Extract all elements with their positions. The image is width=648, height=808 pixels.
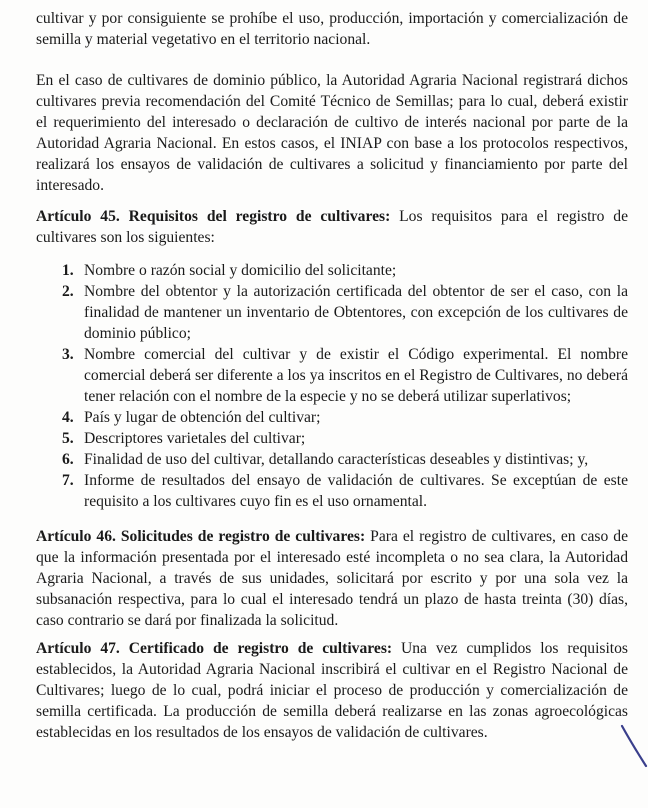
article-47-heading: Artículo 47. Certificado de registro de cultivares: xyxy=(36,640,393,657)
list-item xyxy=(62,281,628,344)
article-45 xyxy=(36,206,628,248)
article-45-text: Los requisitos para el registro de cultivares son los siguientes: xyxy=(36,208,628,246)
list-item-text: Nombre del obtentor y la autorización certificada del obtentor de ser el caso, con la finalidad de mantener un inventario de Obtentores, con excepción de los cultivares de dominio público; xyxy=(84,283,628,342)
list-item-number: 3. xyxy=(62,346,74,363)
list-item-text: Nombre o razón social y domicilio del solicitante; xyxy=(84,262,397,279)
list-item xyxy=(62,470,628,512)
list-item-text: Nombre comercial del cultivar y de existir el Código experimental. El nombre comercial deberá ser diferente a los ya inscritos en el Registro de Cultivares, no deberá tener relación con el nombre de la especie y no se deberá utilizar superlativos; xyxy=(84,346,628,405)
list-item-text: Descriptores varietales del cultivar; xyxy=(84,430,306,447)
list-item xyxy=(62,344,628,407)
article-46 xyxy=(36,526,628,631)
article-45-requirements-list xyxy=(62,260,628,512)
list-item-number: 6. xyxy=(62,451,74,468)
paragraph-intro-continuation xyxy=(36,8,628,50)
article-47-text: Una vez cumplidos los requisitos establecidos, la Autoridad Agraria Nacional inscribirá el cultivar en el Registro Nacional de Cultivares; luego de lo cual, podrá iniciar el proceso de producción y comercialización de semilla certificada. La producción de semilla deberá realizarse en las zonas agroecológicas establecidas en los resultados de los ensayos de validación de cultivares. xyxy=(36,640,628,741)
list-item-text: Finalidad de uso del cultivar, detallando características deseables y distintivas; y, xyxy=(84,451,589,468)
list-item-number: 4. xyxy=(62,409,74,426)
paragraph-public-domain xyxy=(36,70,628,196)
list-item-text: Informe de resultados del ensayo de validación de cultivares. Se exceptúan de este requisito a los cultivares cuyo fin es el uso ornamental. xyxy=(84,472,628,510)
list-item-number: 2. xyxy=(62,283,74,300)
article-46-heading: Artículo 46. Solicitudes de registro de cultivares: xyxy=(36,528,366,545)
list-item-number: 1. xyxy=(62,262,74,279)
article-47 xyxy=(36,638,628,743)
list-item xyxy=(62,449,628,470)
list-item-text: País y lugar de obtención del cultivar; xyxy=(84,409,321,426)
paragraph-text: cultivar y por consiguiente se prohíbe el uso, producción, importación y comercialización de semilla y material vegetativo en el territorio nacional. xyxy=(36,10,628,48)
article-46-text: Para el registro de cultivares, en caso de que la información presentada por el interesado esté incompleta o no sea clara, la Autoridad Agraria Nacional, a través de sus unidades, solicitará por escrito y por una sola vez la subsanación respectiva, para lo cual el interesado tendrá un plazo de hasta treinta (30) días, caso contrario se dará por finalizada la solicitud. xyxy=(36,528,628,629)
paragraph-text: En el caso de cultivares de dominio público, la Autoridad Agraria Nacional registrará dichos cultivares previa recomendación del Comité Técnico de Semillas; para lo cual, deberá existir el requerimiento del interesado o declaración de cultivo de interés nacional por parte de la Autoridad Agraria Nacional. En estos casos, el INIAP con base a los protocolos respectivos, realizará los ensayos de validación de cultivares a solicitud y financiamiento por parte del interesado. xyxy=(36,72,628,194)
pen-mark-icon xyxy=(618,722,648,772)
article-45-heading: Artículo 45. Requisitos del registro de cultivares: xyxy=(36,208,391,225)
list-item-number: 7. xyxy=(62,472,74,489)
list-item-number: 5. xyxy=(62,430,74,447)
list-item xyxy=(62,428,628,449)
list-item xyxy=(62,407,628,428)
list-item xyxy=(62,260,628,281)
